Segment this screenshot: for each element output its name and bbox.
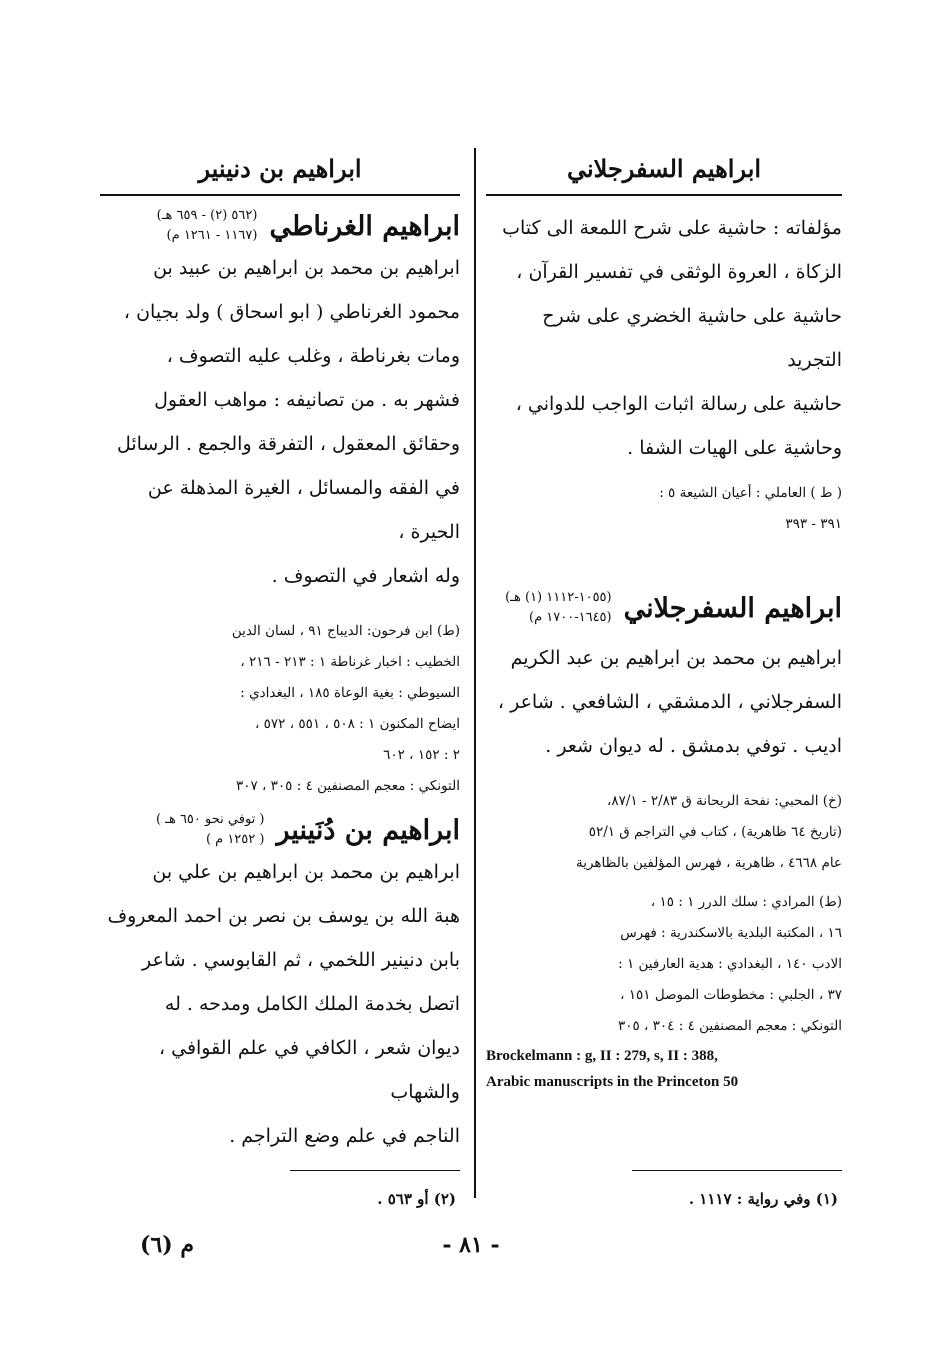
- biography-paragraph: [100, 850, 460, 1158]
- biography-paragraph: [486, 636, 842, 768]
- gregorian-dates: ( ١٢٥٢ م ): [205, 832, 265, 847]
- header-rule: [100, 194, 460, 196]
- left-column: [100, 150, 460, 1158]
- manuscripts-reference: [486, 786, 842, 879]
- reference-line: (تاريخ ٦٤ ظاهرية) ، كتاب في التراجم ق ٥٢/١: [588, 824, 842, 840]
- reference-line: ( ط ) العاملي : أعيان الشيعة ٥ :: [659, 485, 842, 501]
- text-line: السفرجلاني ، الدمشقي ، الشافعي . شاعر ،: [497, 691, 842, 713]
- hijri-dates: (١٠٥٥-١١١٢ (١) هـ): [505, 590, 612, 605]
- text-line: حاشية على حاشية الخضري على شرح التجريد: [542, 305, 842, 371]
- reference-line: (ط) ابن فرحون: الديباج ٩١ ، لسان الدين: [231, 623, 460, 639]
- reference-line: الخطيب : اخبار غرناطة ١ : ٢١٣ - ٢١٦ ،: [240, 654, 460, 670]
- reference-line: عام ٤٦٦٨ ، ظاهرية ، فهرس المؤلفين بالظاهرية: [575, 855, 842, 871]
- entry-heading: [100, 206, 460, 246]
- text-line: اتصل بخدمة الملك الكامل ومدحه . له: [164, 993, 460, 1015]
- text-line: اديب . توفي بدمشق . له ديوان شعر .: [545, 735, 842, 757]
- entry-heading: [100, 810, 460, 850]
- entry-dates: [156, 810, 265, 850]
- reference-block: [486, 478, 842, 540]
- latin-reference-line: Arabic manuscripts in the Princeton 50: [486, 1074, 739, 1090]
- reference-line: السيوطي : بغية الوعاة ١٨٥ ، البغدادي :: [240, 685, 460, 701]
- text-line: وله اشعار في التصوف .: [271, 565, 460, 587]
- reference-line: ٣٩١ - ٣٩٣: [785, 516, 842, 532]
- reference-line: التونكي : معجم المصنفين ٤ : ٣٠٤ ، ٣٠٥: [617, 1018, 842, 1034]
- printed-reference: [486, 887, 842, 1042]
- header-rule: [486, 194, 842, 196]
- text-line: هبة الله بن يوسف بن نصر بن احمد المعروف: [107, 905, 460, 927]
- entry-heading: [486, 588, 842, 628]
- text-line: فشهر به . من تصانيفه : مواهب العقول: [154, 389, 460, 411]
- left-column-header: ابراهيم بن دنينير: [198, 154, 362, 183]
- entry-name: ابراهيم الغرناطي: [269, 210, 460, 242]
- gregorian-dates: (١١٦٧ - ١٢٦١ م): [166, 228, 258, 243]
- text-line: ومات بغرناطة ، وغلب عليه التصوف ،: [166, 345, 460, 367]
- text-line: ابراهيم بن محمد بن ابراهيم بن عبد الكريم: [510, 647, 842, 669]
- text-line: ابراهيم بن محمد بن ابراهيم بن علي بن: [152, 861, 460, 883]
- reference-line: ١٦ ، المكتبة البلدية بالاسكندرية : فهرس: [620, 925, 842, 941]
- text-line: وحاشية على الهيات الشفا .: [627, 437, 842, 459]
- reference-line: (خ) المحبي: نفحة الريحانة ق ٢/٨٣ - ٨٧/١،: [606, 793, 842, 809]
- reference-line: ٢ : ١٥٢ ، ٦٠٢: [383, 747, 460, 763]
- hijri-dates: ( توفي نحو ٦٥٠ هـ ): [155, 812, 265, 827]
- reference-block: [100, 616, 460, 802]
- entry-name: ابراهيم بن دُنَينير: [276, 814, 460, 846]
- text-line: وحقائق المعقول ، التفرقة والجمع . الرسائل: [116, 433, 460, 455]
- reference-line: التونكي : معجم المصنفين ٤ : ٣٠٥ ، ٣٠٧: [235, 778, 460, 794]
- gregorian-dates: (١٦٤٥-١٧٠٠ م): [529, 610, 612, 625]
- latin-reference-line: Brockelmann : g, II : 279, s, II : 388,: [486, 1048, 718, 1064]
- text-line: مؤلفاته : حاشية على شرح اللمعة الى كتاب: [502, 217, 842, 239]
- text-line: في الفقه والمسائل ، الغيرة المذهلة عن الحيرة ،: [147, 477, 460, 543]
- text-line: الناجم في علم وضع التراجم .: [229, 1125, 460, 1147]
- text-line: ديوان شعر ، الكافي في علم القوافي ، والشهاب: [158, 1037, 460, 1103]
- footnote-rule: [632, 1170, 842, 1171]
- text-line: محمود الغرناطي ( ابو اسحاق ) ولد بجيان ،: [123, 301, 460, 323]
- signature-mark: م (٦): [140, 1232, 194, 1258]
- footnote-left: (٢) أو ٥٦٣ .: [377, 1190, 456, 1208]
- entry-dates: [157, 206, 258, 246]
- text-line: الزكاة ، العروة الوثقى في تفسير القرآن ،: [516, 261, 842, 283]
- text-line: بابن دنينير اللخمي ، ثم القابوسي . شاعر: [142, 949, 460, 971]
- column-divider: [474, 148, 476, 1198]
- reference-line: ٣٧ ، الجلبي : مخطوطات الموصل ١٥١ ،: [620, 987, 842, 1003]
- entry-name: ابراهيم السفرجلاني: [623, 592, 842, 624]
- biography-paragraph: [100, 246, 460, 598]
- entry-dates: [505, 588, 612, 628]
- footnote-right: (١) وفي رواية : ١١١٧ .: [688, 1190, 838, 1208]
- page-number: - ٨١ -: [442, 1232, 500, 1258]
- reference-line: (ط) المرادي : سلك الدرر ١ : ١٥ ،: [650, 894, 842, 910]
- reference-line: ايضاح المكنون ١ : ٥٠٨ ، ٥٥١ ، ٥٧٢ ،: [255, 716, 460, 732]
- hijri-dates: (٥٦٢ (٢) - ٦٥٩ هـ): [156, 208, 258, 223]
- right-column: [486, 150, 842, 1096]
- works-paragraph: [486, 206, 842, 470]
- text-line: ابراهيم بن محمد بن ابراهيم بن عبيد بن: [153, 257, 460, 279]
- footnote-rule: [290, 1170, 460, 1171]
- reference-line: الادب ١٤٠ ، البغدادي : هدية العارفين ١ :: [618, 956, 842, 972]
- right-column-header: ابراهيم السفرجلاني: [566, 154, 762, 183]
- text-line: حاشية على رسالة اثبات الواجب للدواني ،: [515, 393, 842, 415]
